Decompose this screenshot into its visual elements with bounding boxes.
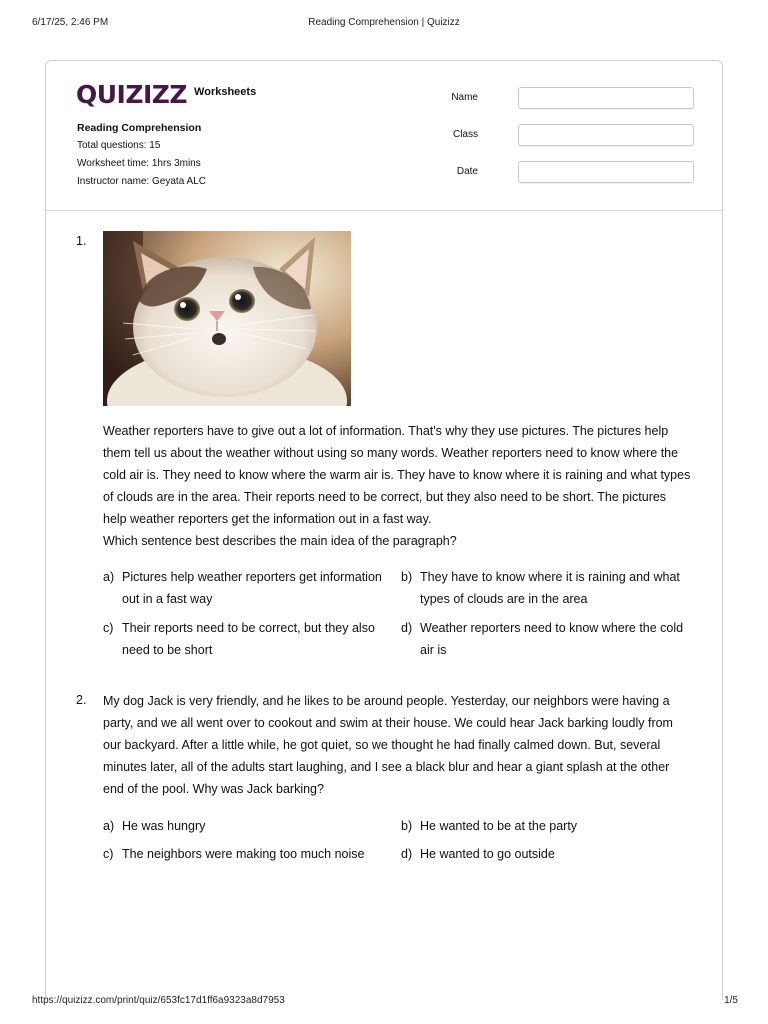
option-letter: b) xyxy=(401,570,413,584)
date-field[interactable] xyxy=(518,161,694,183)
paragraph-text: Weather reporters have to give out a lot of information. That's why they use pictures. The pictures help them tell us about the weather without using so many words. Weather reporters need to know where the cold air is. They need to know where the warm air is. They have to know where it is raining and what types of clouds are in the area. Their reports need to be correct, but they also need to be short. The pictures help weather reporters get the information out in a fast way. xyxy=(103,424,691,526)
date-field-row xyxy=(456,161,694,183)
print-header xyxy=(0,17,768,31)
logo-subtitle: Worksheets xyxy=(194,86,257,98)
option-letter: b) xyxy=(401,819,413,833)
class-field-row xyxy=(452,124,694,146)
class-label: Class xyxy=(452,129,478,140)
print-page-title: Reading Comprehension | Quizizz xyxy=(308,17,460,28)
logo-wordmark: QUIZIZZ xyxy=(76,79,188,109)
worksheet-time: Worksheet time: 1hrs 3mins xyxy=(77,158,201,169)
name-label: Name xyxy=(451,92,478,103)
option-text: He wanted to go outside xyxy=(420,847,555,861)
paragraph-text: My dog Jack is very friendly, and he likes to be around people. Yesterday, our neighbors were having a party, and we all went over to cookout and swim at their house. We could hear Jack barking loudly from our backyard. After a little while, he got quiet, so we thought he had finally calmed down. But, several minutes later, all of the adults start laughing, and I see a black blur and hear a giant splash at the other end of the pool. Why was Jack barking? xyxy=(103,694,673,796)
total-questions: Total questions: 15 xyxy=(77,140,161,151)
option-letter: c) xyxy=(103,847,114,861)
worksheet-header xyxy=(46,61,722,211)
option-text: They have to know where it is raining and what types of clouds are in the area xyxy=(420,570,680,606)
cat-image-svg xyxy=(103,231,351,406)
worksheet-meta xyxy=(77,119,206,191)
question-paragraph xyxy=(103,690,693,800)
date-label: Date xyxy=(456,166,478,177)
option-text: Their reports need to be correct, but they also need to be short xyxy=(122,621,375,657)
option-text: He was hungry xyxy=(122,819,206,833)
print-footer xyxy=(0,995,768,1009)
option-text: Weather reporters need to know where the cold air is xyxy=(420,621,684,657)
worksheet-title: Reading Comprehension xyxy=(77,122,202,134)
print-page-number: 1/5 xyxy=(724,995,738,1006)
quizizz-logo xyxy=(76,80,256,108)
option-letter: d) xyxy=(401,621,413,635)
instructor-name: Instructor name: Geyata ALC xyxy=(77,176,206,187)
worksheet-card xyxy=(45,60,723,1000)
print-datetime: 6/17/25, 2:46 PM xyxy=(32,17,109,28)
print-url: https://quizizz.com/print/quiz/653fc17d1ff6a9323a8d7953 xyxy=(32,995,285,1006)
surprised-cat-photo xyxy=(103,231,351,406)
option-letter: a) xyxy=(103,819,115,833)
question-number: 1. xyxy=(76,234,87,248)
question-paragraph xyxy=(103,420,693,552)
option-letter: d) xyxy=(401,847,413,861)
name-field[interactable] xyxy=(518,87,694,109)
option-text: He wanted to be at the party xyxy=(420,819,578,833)
option-letter: c) xyxy=(103,621,114,635)
question-number: 2. xyxy=(76,693,87,707)
option-letter: a) xyxy=(103,570,115,584)
question-prompt: Which sentence best describes the main idea of the paragraph? xyxy=(103,534,457,548)
class-field[interactable] xyxy=(518,124,694,146)
name-field-row xyxy=(451,87,694,109)
option-text: Pictures help weather reporters get information out in a fast way xyxy=(122,570,382,606)
option-text: The neighbors were making too much noise xyxy=(122,847,365,861)
